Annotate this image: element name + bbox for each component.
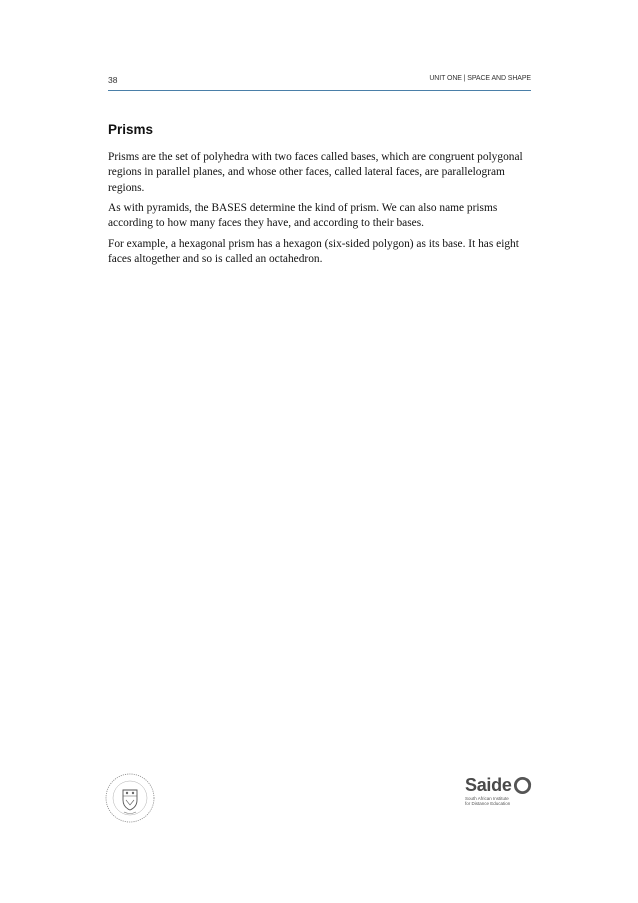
section-heading: Prisms: [108, 122, 154, 137]
saide-tagline-line1: South African Institute: [465, 796, 509, 801]
saide-wordmark: Saide: [465, 775, 512, 795]
paragraph-definition: Prisms are the set of polyhedra with two faces called bases, which are congruent polygonal regions in parallel planes, and whose other faces, called lateral faces, are parallelogram regions.: [108, 151, 523, 194]
running-header-title: UNIT ONE | SPACE AND SHAPE: [429, 75, 531, 82]
saide-ring-icon: [513, 776, 532, 795]
saide-logo: [465, 775, 535, 809]
paragraph-bases: As with pyramids, the BASES determine the kind of prism. We can also name prisms according to how many faces they have, and according to their bases.: [108, 202, 498, 230]
saide-tagline-line2: for Distance Education: [465, 801, 511, 807]
saide-tagline: [465, 796, 529, 806]
paragraph-example: For example, a hexagonal prism has a hexagon (six-sided polygon) as its base. It has eight faces altogether and so is called an octahedron.: [108, 238, 519, 266]
header-divider: [108, 90, 531, 91]
page-number: 38: [108, 75, 118, 85]
university-seal-logo: [104, 772, 156, 824]
